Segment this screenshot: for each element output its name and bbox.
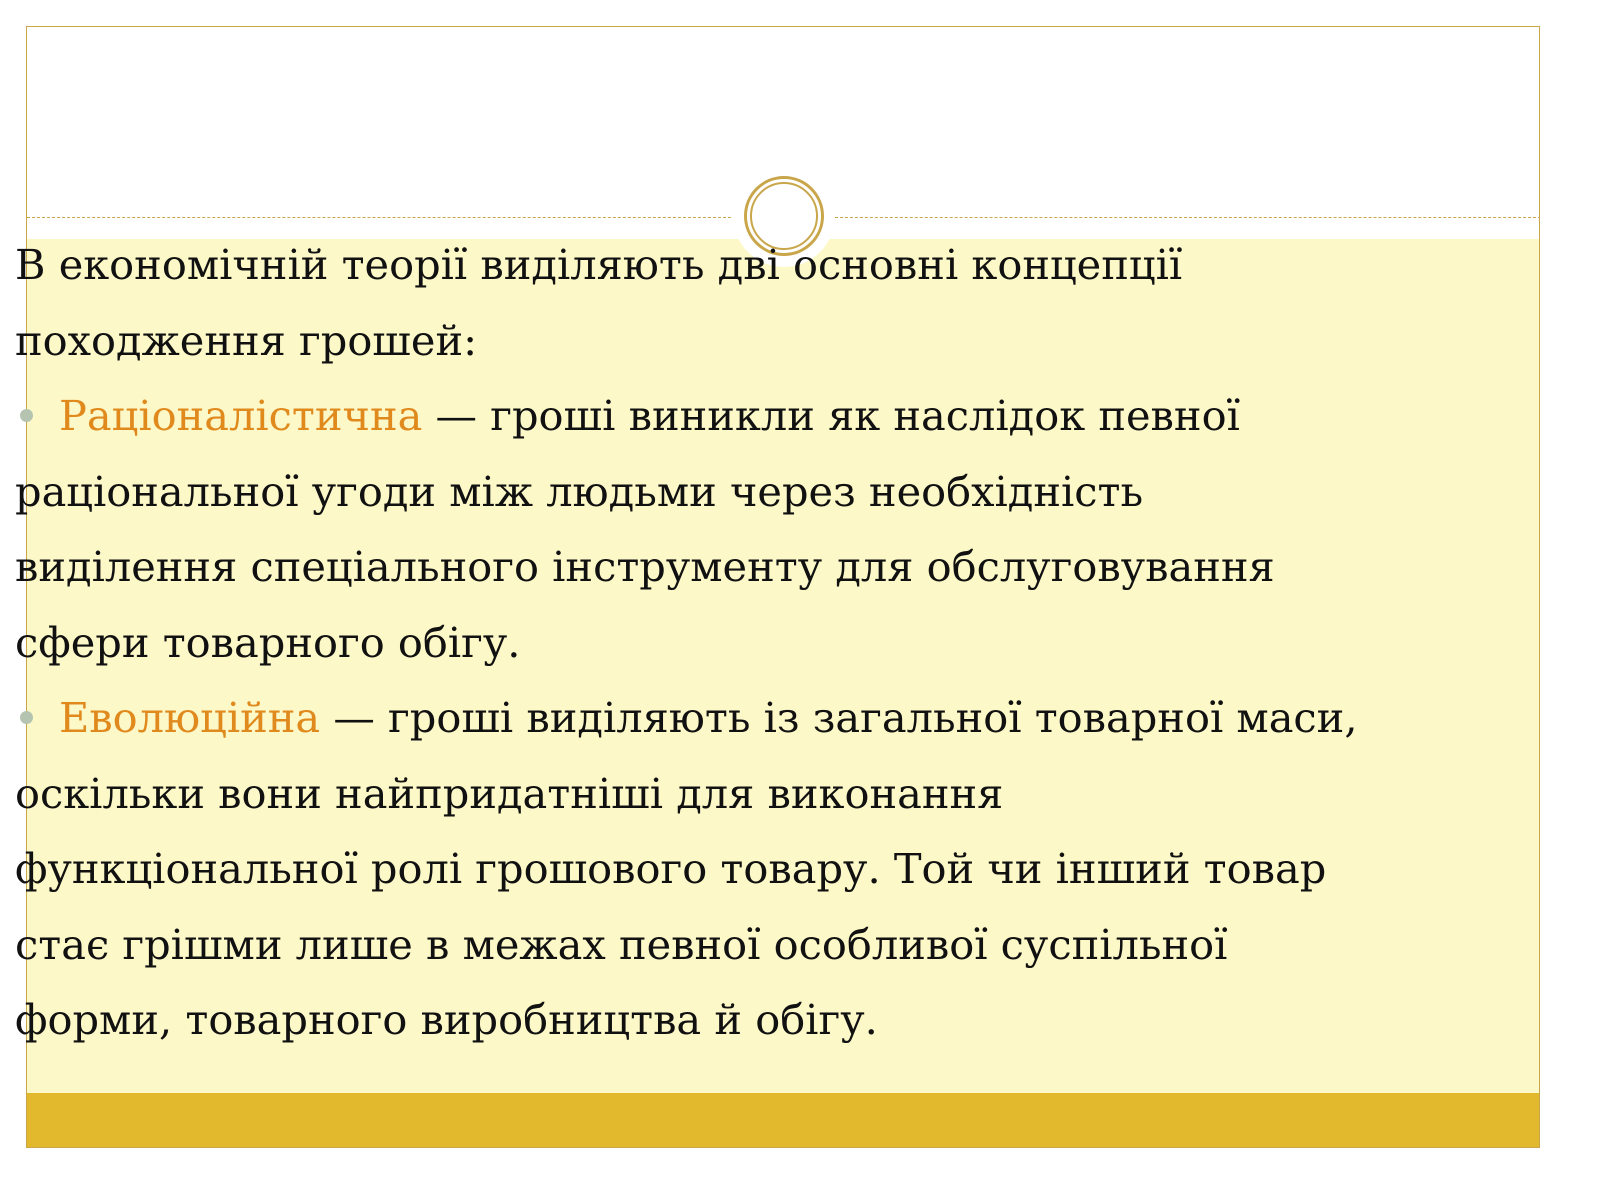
round-bullet-icon — [20, 409, 33, 422]
bullet-item-evolutionary — [15, 680, 1513, 756]
intro-line: В економічній теорії виділяють дві основні концепції — [15, 240, 1183, 289]
round-bullet-icon — [20, 711, 33, 724]
bullet-item-rationalist — [15, 378, 1513, 454]
bullet-text: — гроші виділяють із загальної товарної маси, — [320, 693, 1358, 742]
divider-line-left — [27, 217, 731, 218]
intro-line: походження грошей: — [15, 315, 478, 365]
bullet-term: Раціоналістична — [59, 391, 423, 440]
bullet-continuation-line: оскільки вони найпридатніші для виконання — [15, 768, 1004, 818]
slide-body — [15, 227, 1513, 1058]
bullet-continuation-line: виділення спеціального інструменту для обслуговування — [15, 542, 1275, 591]
bullet-continuation-line: сфери товарного обігу. — [15, 617, 521, 667]
bullet-continuation-line: функціональної ролі грошового товару. Той чи інший товар — [15, 844, 1327, 893]
bullet-continuation-line: форми, товарного виробництва й обігу. — [15, 995, 878, 1044]
divider-line-right — [835, 217, 1540, 218]
footer-band — [27, 1093, 1539, 1147]
bullet-continuation-line: стає грішми лише в межах певної особливої суспільної — [15, 919, 1228, 969]
bullet-continuation-line: раціональної угоди між людьми через необхідність — [15, 466, 1144, 516]
bullet-text: — гроші виникли як наслідок певної — [422, 391, 1240, 440]
bullet-term: Еволюційна — [59, 693, 321, 742]
